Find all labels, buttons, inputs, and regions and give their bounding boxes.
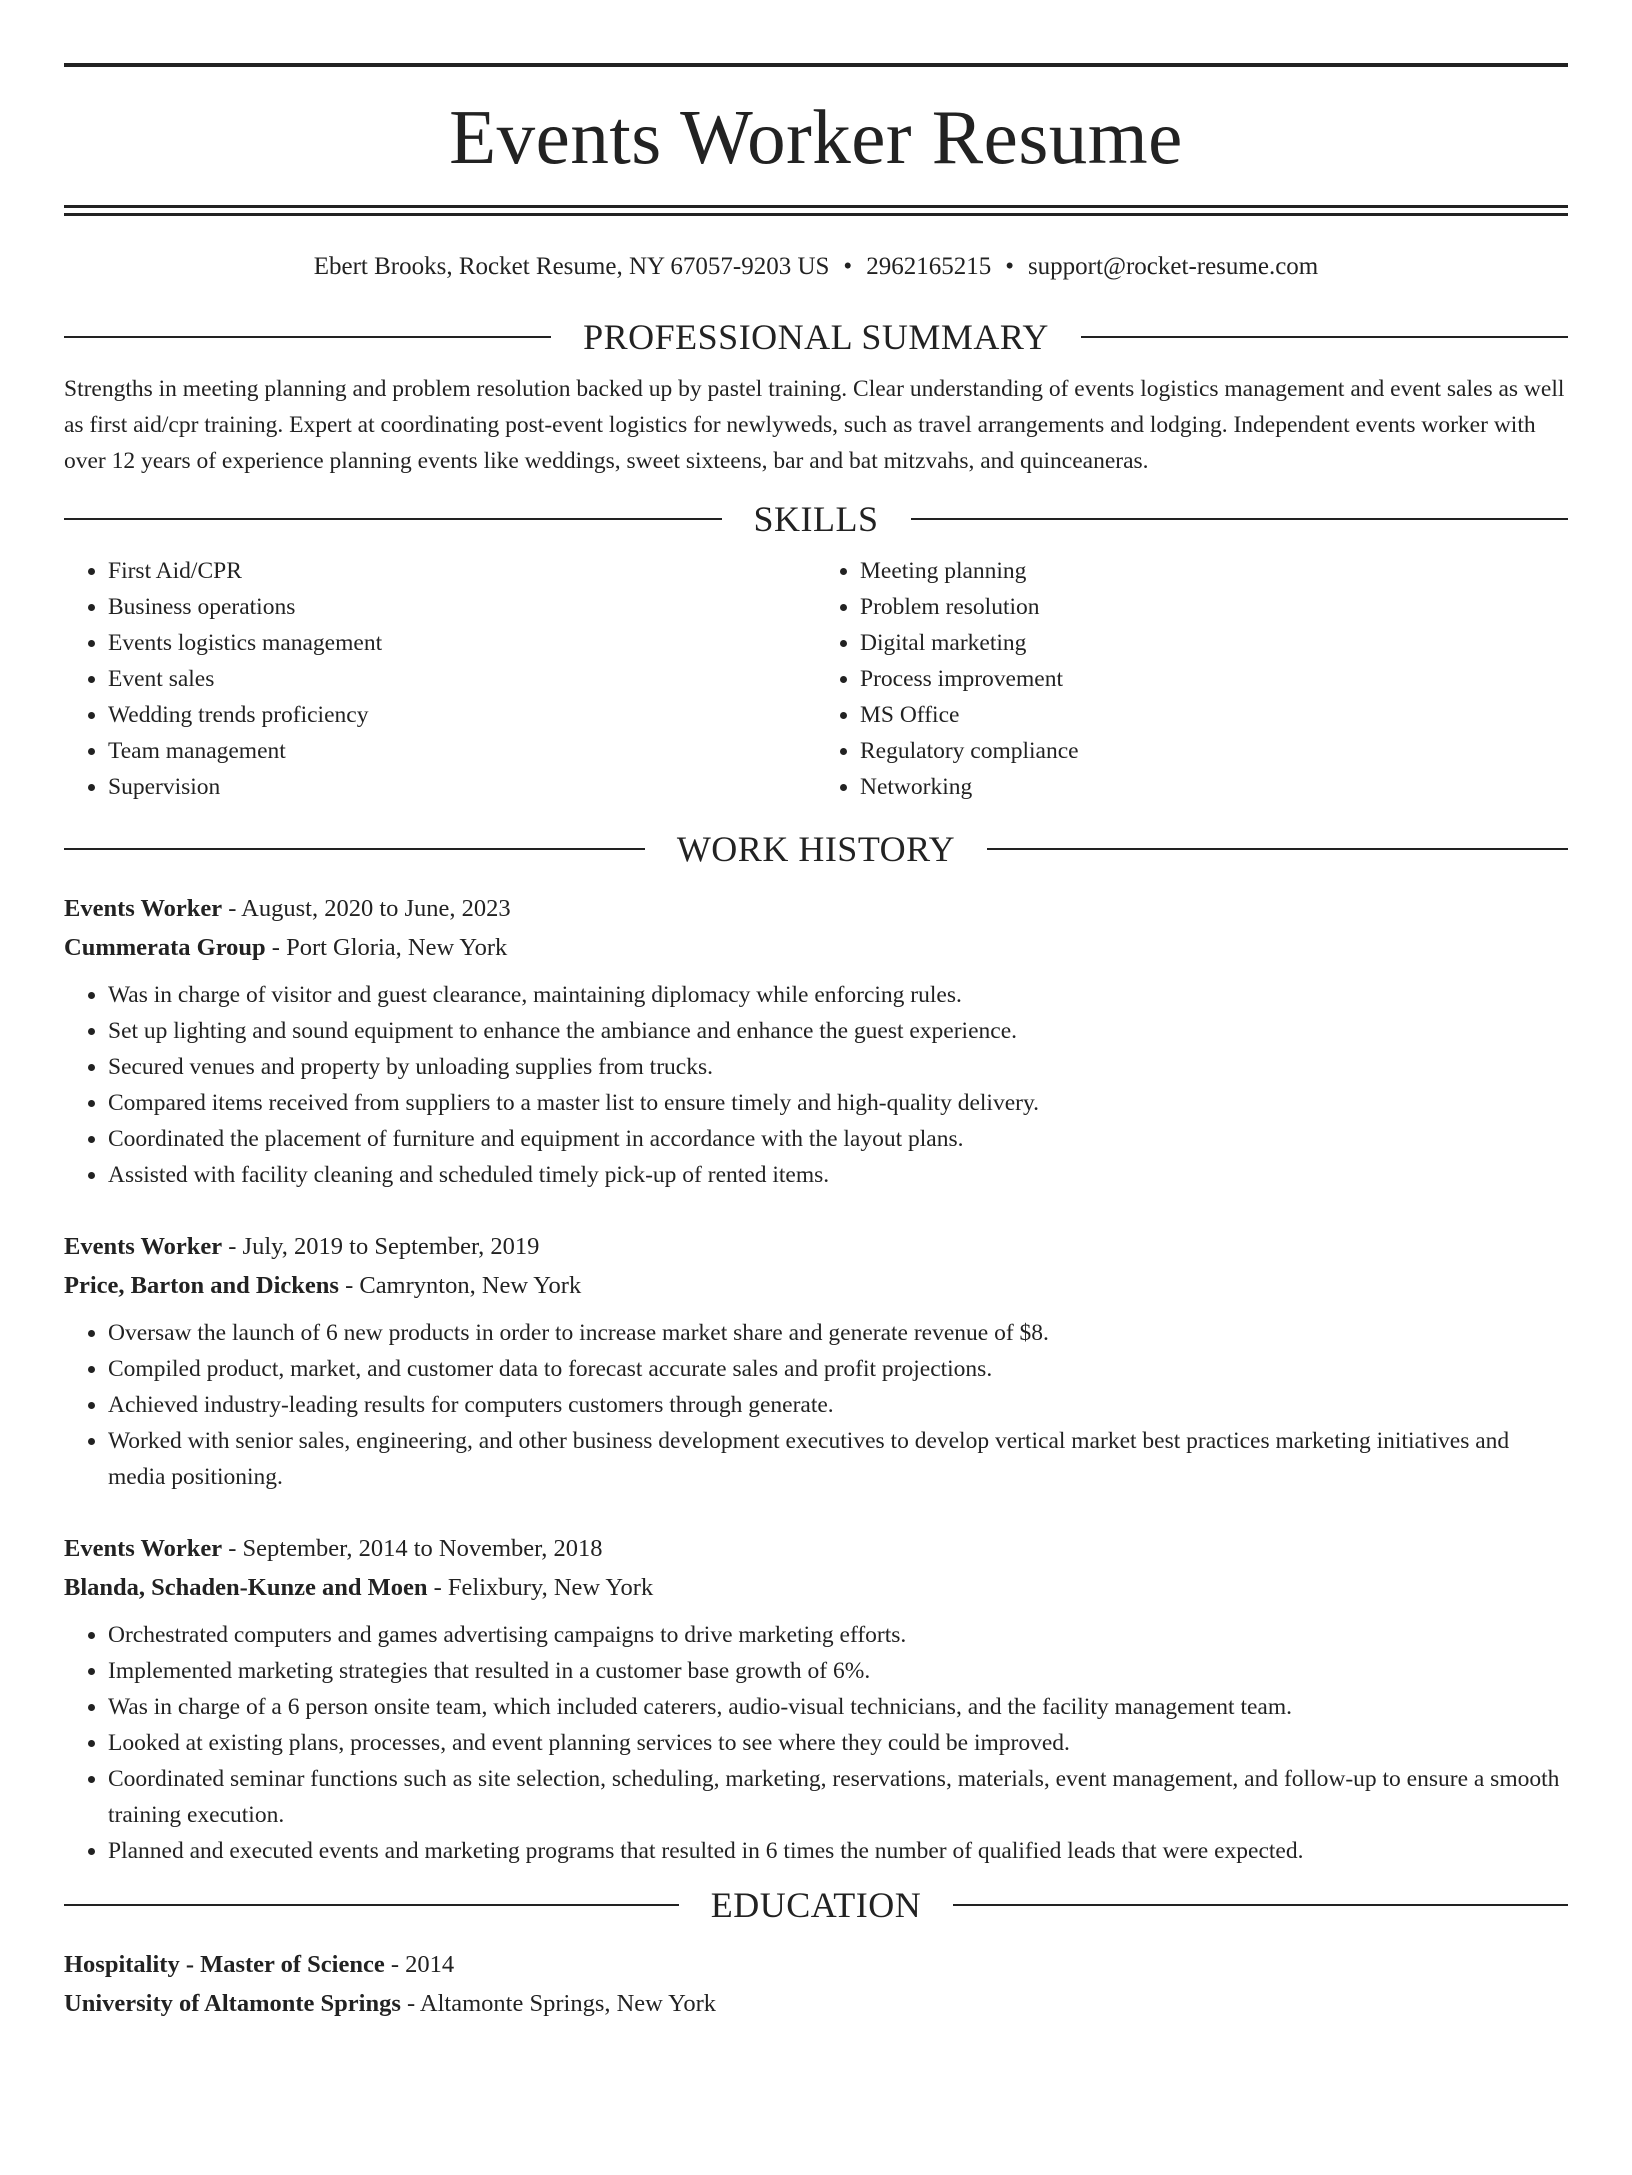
education-location: - Altamonte Springs, New York [400, 1990, 716, 2017]
education-entry [64, 1945, 1568, 2023]
education-year: - 2014 [384, 1951, 455, 1978]
job-bullet: • Planned and executed events and marketing programs that resulted in 6 times the number of qualified leads that were expected. [108, 1833, 1568, 1869]
job-title-line [64, 889, 1568, 928]
job-entry [64, 889, 1568, 1193]
resume-page [0, 63, 1632, 2175]
skill-item: • MS Office [860, 697, 1568, 733]
skill-item: • Process improvement [860, 661, 1568, 697]
divider-line [64, 336, 551, 338]
job-bullet: • Coordinated the placement of furniture and equipment in accordance with the layout plans. [108, 1121, 1568, 1157]
work-heading: WORK HISTORY [676, 829, 956, 869]
contact-email: support@rocket-resume.com [1027, 253, 1319, 280]
education-degree: Hospitality - Master of Science [64, 1951, 385, 1978]
divider-line [64, 848, 645, 850]
divider-line [911, 518, 1569, 520]
education-heading: EDUCATION [710, 1885, 922, 1925]
education-section-header [64, 1883, 1568, 1927]
job-company-line [64, 1266, 1568, 1305]
job-bullet: • Coordinated seminar functions such as site selection, scheduling, marketing, reservations, materials, event management, and follow-up to ensure a smooth training execution. [108, 1761, 1568, 1833]
work-section-header [64, 827, 1568, 871]
job-location: - Camrynton, New York [338, 1272, 582, 1299]
job-bullet: • Was in charge of visitor and guest clearance, maintaining diplomacy while enforcing rules. [108, 977, 1568, 1013]
job-bullets [64, 1315, 1568, 1495]
job-bullet: • Assisted with facility cleaning and scheduled timely pick-up of rented items. [108, 1157, 1568, 1193]
job-bullets [64, 1617, 1568, 1869]
contact-phone: 2962165215 [866, 253, 992, 280]
summary-section-header [64, 315, 1568, 359]
skill-item: • Networking [860, 769, 1568, 805]
job-bullet: • Was in charge of a 6 person onsite team, which included caterers, audio-visual technicians, and the facility management team. [108, 1689, 1568, 1725]
skill-item: • Events logistics management [108, 625, 816, 661]
skills-columns [64, 553, 1568, 805]
divider-line [64, 1904, 679, 1906]
work-history [64, 889, 1568, 1869]
job-title-line [64, 1227, 1568, 1266]
skills-heading: SKILLS [753, 499, 879, 539]
skill-item: • Wedding trends proficiency [108, 697, 816, 733]
skills-list-right [816, 553, 1568, 805]
job-dates: - August, 2020 to June, 2023 [222, 895, 511, 922]
job-bullet: • Oversaw the launch of 6 new products in order to increase market share and generate revenue of $8. [108, 1315, 1568, 1351]
job-company-line [64, 1568, 1568, 1607]
skills-list-left [64, 553, 816, 805]
job-bullets [64, 977, 1568, 1193]
job-bullet: • Looked at existing plans, processes, and event planning services to see where they could be improved. [108, 1725, 1568, 1761]
job-company-line [64, 928, 1568, 967]
education-school-line [64, 1984, 1568, 2023]
skill-item: • Team management [108, 733, 816, 769]
job-bullet: • Orchestrated computers and games advertising campaigns to drive marketing efforts. [108, 1617, 1568, 1653]
skill-item: • Business operations [108, 589, 816, 625]
job-location: - Felixbury, New York [427, 1574, 654, 1601]
education-school: University of Altamonte Springs [64, 1990, 401, 2017]
skill-item: • First Aid/CPR [108, 553, 816, 589]
divider-line [953, 1904, 1568, 1906]
job-title: Events Worker [64, 1233, 223, 1260]
job-entry [64, 1227, 1568, 1495]
title-rule-bottom [64, 205, 1568, 216]
education-degree-line [64, 1945, 1568, 1984]
job-title: Events Worker [64, 895, 223, 922]
skills-section-header [64, 497, 1568, 541]
job-location: - Port Gloria, New York [265, 934, 508, 961]
divider-line [1081, 336, 1568, 338]
resume-title: Events Worker Resume [449, 94, 1183, 180]
job-bullet: • Worked with senior sales, engineering, and other business development executives to develop vertical market best practices marketing initiatives and media positioning. [108, 1423, 1568, 1495]
job-bullet: • Compiled product, market, and customer data to forecast accurate sales and profit projections. [108, 1351, 1568, 1387]
contact-address: Ebert Brooks, Rocket Resume, NY 67057-9203 US [313, 253, 830, 280]
contact-separator: • [843, 253, 853, 280]
summary-text: Strengths in meeting planning and problem resolution backed up by pastel training. Clear understanding of events logistics management and event sales as well as first aid/cpr training. Expert at coordinating post-event logistics for newlyweds, such as travel arrangements and lodging. Independent events worker with over 12 years of experience planning events like weddings, sweet sixteens, bar and bat mitzvahs, and quinceaneras. [64, 376, 1565, 474]
job-dates: - July, 2019 to September, 2019 [222, 1233, 540, 1260]
skill-item: • Regulatory compliance [860, 733, 1568, 769]
job-company: Cummerata Group [64, 934, 266, 961]
job-bullet: • Set up lighting and sound equipment to enhance the ambiance and enhance the guest experience. [108, 1013, 1568, 1049]
job-bullet: • Secured venues and property by unloading supplies from trucks. [108, 1049, 1568, 1085]
skill-item: • Digital marketing [860, 625, 1568, 661]
job-entry [64, 1529, 1568, 1869]
job-bullet: • Implemented marketing strategies that resulted in a customer base growth of 6%. [108, 1653, 1568, 1689]
title-rule-top [64, 63, 1568, 67]
skill-item: • Meeting planning [860, 553, 1568, 589]
job-title-line [64, 1529, 1568, 1568]
divider-line [64, 518, 722, 520]
contact-line [64, 252, 1568, 282]
job-company: Blanda, Schaden-Kunze and Moen [64, 1574, 428, 1601]
divider-line [987, 848, 1568, 850]
skill-item: • Problem resolution [860, 589, 1568, 625]
job-bullet: • Compared items received from suppliers to a master list to ensure timely and high-quality delivery. [108, 1085, 1568, 1121]
skill-item: • Supervision [108, 769, 816, 805]
job-dates: - September, 2014 to November, 2018 [222, 1535, 603, 1562]
skill-item: • Event sales [108, 661, 816, 697]
summary-heading: PROFESSIONAL SUMMARY [583, 317, 1049, 357]
contact-separator: • [1005, 253, 1014, 280]
job-company: Price, Barton and Dickens [64, 1272, 339, 1299]
job-title: Events Worker [64, 1535, 223, 1562]
job-bullet: • Achieved industry-leading results for computers customers through generate. [108, 1387, 1568, 1423]
